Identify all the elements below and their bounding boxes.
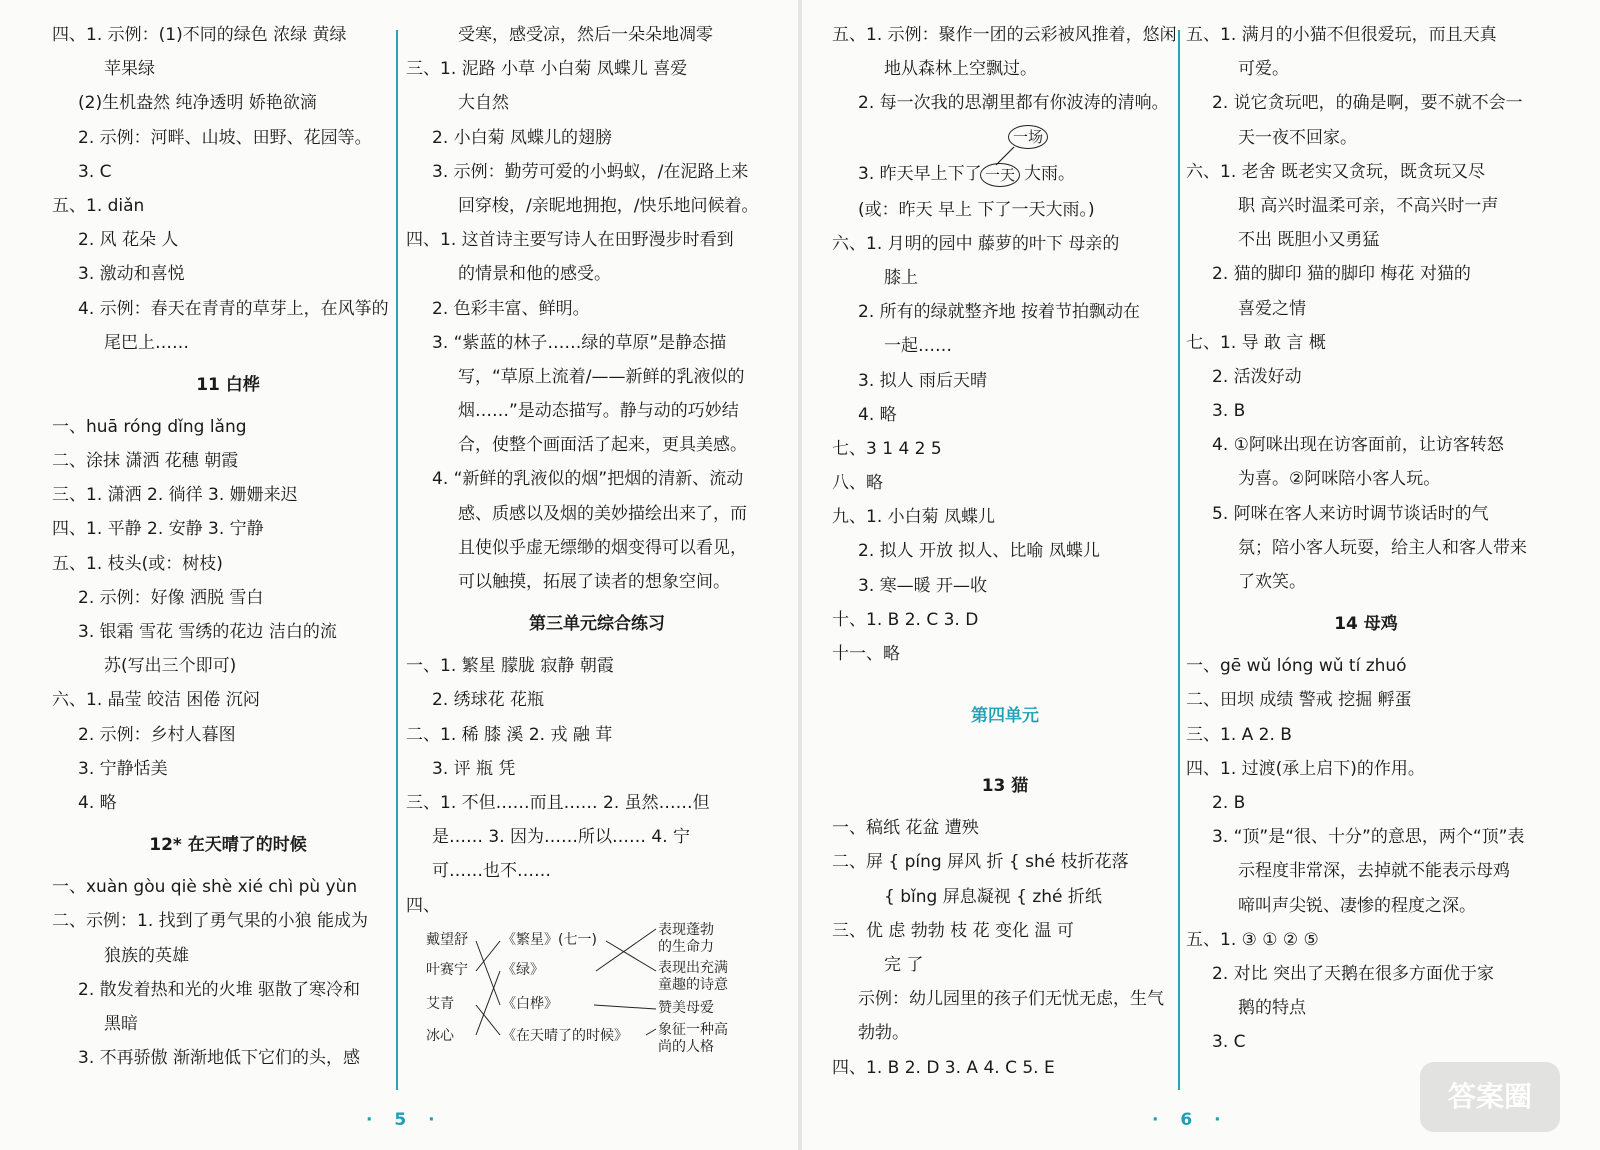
answer-line: 完 了 (884, 954, 924, 975)
answer-line: 2. 小白菊 凤蝶儿的翅膀 (432, 127, 613, 148)
answer-line: 感、质感以及烟的美妙描绘出来了，而 (458, 503, 747, 524)
answer-line: 职 高兴时温柔可亲，不高兴时一声 (1238, 195, 1499, 216)
answer-line: 二、涂抹 潇洒 花穗 朝霞 (52, 451, 239, 472)
matching-diagram (406, 923, 788, 1053)
answer-line: 大自然 (458, 93, 509, 114)
diagram-prefix: 3. 昨天早上下了 (858, 163, 982, 184)
answer-line: 可爱。 (1238, 59, 1289, 80)
answer-line: 五、1. diǎn (52, 195, 145, 216)
matching-theme: 的生命力 (658, 938, 714, 955)
answer-line: 氛；陪小客人玩耍，给主人和客人带来 (1238, 537, 1527, 558)
matching-work: 《繁星》(七一) (502, 931, 597, 948)
answer-line: 四、1. 平静 2. 安静 3. 宁静 (52, 519, 264, 540)
matching-lines (406, 923, 666, 1053)
matching-work: 《在天晴了的时候》 (502, 1027, 628, 1044)
answer-line: 三、1. 不但……而且…… 2. 虽然……但 (406, 792, 710, 813)
answer-line: 2. 示例：乡村人暮图 (78, 724, 236, 745)
answer-line: 六、1. 月明的园中 藤萝的叶下 母亲的 (832, 233, 1120, 254)
answer-line: 四、1. 示例：(1)不同的绿色 浓绿 黄绿 (52, 25, 347, 45)
answer-line: 十一、略 (832, 644, 900, 664)
answer-line: 是…… 3. 因为……所以…… 4. 宁 (432, 827, 691, 848)
answer-line: 五、1. 示例：聚作一团的云彩被风推着，悠闲 (832, 25, 1177, 45)
answer-line: 2. 说它贪玩吧，的确是啊，要不就不会一 (1212, 93, 1523, 114)
answer-line: 2. 色彩丰富、鲜明。 (432, 298, 590, 319)
answer-line: 鹅的特点 (1238, 998, 1306, 1019)
section-title: 第四单元 (971, 706, 1039, 727)
answer-line: 七、1. 导 敢 言 概 (1186, 332, 1326, 353)
left-column-1 (52, 18, 404, 1075)
matching-theme: 象征一种高 (658, 1021, 728, 1038)
answer-line: 4. ①阿咪出现在访客面前，让访客转怒 (1212, 435, 1504, 456)
answer-line: 且使似乎虚无缥缈的烟变得可以看见， (458, 537, 747, 558)
answer-line: 5. 阿咪在客人来访时调节谈话时的气 (1212, 503, 1489, 524)
answer-line: 三、1. A 2. B (1186, 724, 1292, 745)
answer-line: 4. “新鲜的乳液似的烟”把烟的清新、流动 (432, 469, 744, 490)
answer-line: 不出 既胆小又勇猛 (1238, 230, 1380, 251)
answer-line: 3. “顶”是“很、十分”的意思，两个“顶”表 (1212, 827, 1525, 848)
answer-line: 烟……”是动态描写。静与动的巧妙结 (458, 401, 739, 422)
answer-line: 二、田坝 成绩 警戒 挖掘 孵蛋 (1186, 690, 1412, 711)
answer-line: 四、 (406, 895, 440, 916)
answer-line: 一、gē wǔ lóng wǔ tí zhuó (1186, 656, 1407, 677)
answer-line: 四、1. B 2. D 3. A 4. C 5. E (832, 1057, 1055, 1078)
answer-line: 二、屏 { píng 屏风 折 { shé 枝折花落 (832, 852, 1129, 873)
answer-line: 示例：幼儿园里的孩子们无忧无虑，生气 (858, 989, 1164, 1010)
answer-line: 2. 每一次我的思潮里都有你波涛的清响。 (858, 93, 1169, 114)
answer-line: 4. 略 (78, 792, 117, 813)
circled-alt-word: 一场 (1008, 125, 1048, 149)
answer-line: 苏(写出三个即可) (104, 656, 237, 677)
answer-line: 示程度非常深，去掉就不能表示母鸡 (1238, 861, 1510, 882)
answer-line: 受寒，感受凉，然后一朵朵地凋零 (458, 25, 713, 45)
answer-line: 回穿梭，/亲昵地拥抱，/快乐地问候着。 (458, 195, 759, 216)
answer-line: 2. 示例：好像 洒脱 雪白 (78, 587, 264, 608)
answer-line: (2)生机盎然 纯净透明 娇艳欲滴 (78, 93, 317, 114)
answer-line: 二、1. 稀 膝 溪 2. 戎 融 茸 (406, 724, 613, 745)
answer-line: 2. 示例：河畔、山坡、田野、花园等。 (78, 127, 372, 148)
answer-line: 可……也不…… (432, 861, 551, 882)
answer-line: 苹果绿 (104, 59, 155, 80)
answer-line: 4. 示例：春天在青青的草芽上，在风筝的 (78, 298, 389, 319)
matching-theme: 赞美母爱 (658, 999, 714, 1016)
section-title: 11 白桦 (196, 374, 260, 395)
answer-line: 2. 拟人 开放 拟人、比喻 凤蝶儿 (858, 541, 1100, 562)
answer-line: 3. 示例：勤劳可爱的小蚂蚁，/在泥路上来 (432, 161, 749, 182)
answer-line: 勃勃。 (858, 1023, 909, 1044)
left-page (0, 0, 798, 1150)
right-page (802, 0, 1600, 1150)
answer-line: 九、1. 小白菊 凤蝶儿 (832, 507, 996, 528)
matching-author: 叶赛宁 (426, 961, 468, 978)
watermark-text: 答案圈 (1447, 1080, 1532, 1113)
answer-line: 2. 绣球花 花瓶 (432, 690, 545, 711)
answer-line: 黑暗 (104, 1013, 138, 1034)
diagram-suffix: 大雨。 (1024, 163, 1075, 184)
spacer (832, 741, 1178, 761)
answer-line: 2. B (1212, 792, 1246, 813)
answer-line: 地从森林上空飘过。 (884, 59, 1037, 80)
right-column-2 (1186, 18, 1546, 1059)
circle-diagram (832, 121, 1178, 193)
answer-line: 五、1. 满月的小猫不但很爱玩，而且天真 (1186, 25, 1497, 45)
answer-line: (或：昨天 早上 下了一天大雨。) (858, 199, 1095, 220)
answer-line: 3. C (78, 161, 112, 182)
answer-line: 3. 寒—暖 开—收 (858, 575, 988, 596)
answer-line: 3. C (1212, 1032, 1246, 1053)
answer-line: 一起…… (884, 336, 952, 357)
answer-line: 三、优 虑 勃勃 枝 花 变化 温 可 (832, 920, 1074, 941)
answer-line: 3. “紫蓝的林子……绿的草原”是静态描 (432, 332, 727, 353)
answer-line: 喜爱之情 (1238, 298, 1306, 319)
answer-line: 2. 风 花朵 人 (78, 230, 179, 251)
answer-line: 2. 所有的绿就整齐地 按着节拍飘动在 (858, 302, 1141, 323)
answer-line: 一、huā róng dǐng lǎng (52, 416, 247, 437)
answer-line: 一、1. 繁星 朦胧 寂静 朝霞 (406, 656, 614, 677)
answer-line: 啼叫声尖锐、凄惨的程度之深。 (1238, 895, 1476, 916)
answer-line: 3. 不再骄傲 渐渐地低下它们的头，感 (78, 1048, 361, 1069)
matching-theme: 表现蓬勃 (658, 921, 714, 938)
answer-line: 4. 略 (858, 404, 897, 425)
answer-line: { bǐng 屏息凝视 { zhé 折纸 (884, 886, 1102, 907)
watermark-logo (1420, 1062, 1560, 1132)
page-number-left: · 5 · (366, 1110, 443, 1130)
answer-line: 五、1. 枝头(或：树枝) (52, 553, 223, 574)
answer-line: 天一夜不回家。 (1238, 127, 1357, 148)
answer-line: 尾巴上…… (104, 332, 189, 353)
answer-line: 3. 银霜 雪花 雪绣的花边 洁白的流 (78, 622, 337, 642)
answer-line: 六、1. 晶莹 皎洁 困倦 沉闷 (52, 690, 260, 711)
answer-line: 合，使整个画面活了起来，更具美感。 (458, 435, 747, 456)
answer-line: 膝上 (884, 267, 918, 288)
answer-line: 为喜。②阿咪陪小客人玩。 (1238, 469, 1441, 490)
answer-line: 五、1. ③ ① ② ⑤ (1186, 929, 1319, 950)
matching-author: 冰心 (426, 1027, 454, 1044)
answer-line: 的情景和他的感受。 (458, 264, 611, 285)
answer-line: 3. 评 瓶 凭 (432, 758, 516, 779)
answer-line: 十、1. B 2. C 3. D (832, 609, 979, 630)
answer-line: 三、1. 泥路 小草 小白菊 凤蝶儿 喜爱 (406, 59, 688, 80)
answer-line: 写，“草原上流着/——新鲜的乳液似的 (458, 366, 745, 387)
answer-line: 六、1. 老舍 既老实又贪玩，既贪玩又尽 (1186, 161, 1486, 182)
answer-line: 三、1. 潇洒 2. 徜徉 3. 姗姗来迟 (52, 485, 298, 506)
answer-line: 一、稿纸 花盆 遭殃 (832, 818, 979, 839)
section-title: 第三单元综合练习 (529, 614, 665, 635)
answer-line: 可以触摸，拓展了读者的想象空间。 (458, 572, 730, 592)
matching-theme: 表现出充满 (658, 959, 728, 976)
answer-line: 3. B (1212, 401, 1246, 422)
matching-theme: 童趣的诗意 (658, 976, 728, 993)
left-column-2 (406, 18, 788, 1053)
column-divider-left (396, 30, 398, 1090)
column-divider-right (1178, 30, 1180, 1090)
answer-line: 3. 拟人 雨后天晴 (858, 370, 988, 391)
answer-line: 3. 激动和喜悦 (78, 264, 185, 285)
answer-line: 3. 宁静恬美 (78, 758, 168, 779)
matching-work: 《绿》 (502, 961, 544, 978)
matching-author: 艾青 (426, 995, 454, 1012)
answer-line: 2. 活泼好动 (1212, 366, 1302, 387)
answer-line: 二、示例：1. 找到了勇气果的小狼 能成为 (52, 911, 369, 932)
matching-author: 戴望舒 (426, 931, 468, 948)
answer-line: 2. 对比 突出了天鹅在很多方面优于家 (1212, 963, 1495, 984)
answer-line: 一、xuàn gòu qiè shè xié chì pù yùn (52, 877, 358, 898)
answer-line: 八、略 (832, 473, 883, 494)
answer-line: 2. 猫的脚印 猫的脚印 梅花 对猫的 (1212, 264, 1471, 285)
answer-line: 2. 散发着热和光的火堆 驱散了寒冷和 (78, 979, 361, 1000)
section-title: 14 母鸡 (1334, 614, 1398, 635)
right-column-1 (832, 18, 1178, 1085)
circled-word: 一天 (980, 163, 1020, 187)
answer-line: 七、3 1 4 2 5 (832, 438, 942, 459)
answer-line: 了欢笑。 (1238, 572, 1306, 592)
page-number-right: · 6 · (1152, 1110, 1229, 1130)
section-title: 12* 在天晴了的时候 (149, 835, 307, 856)
section-title: 13 猫 (981, 776, 1029, 797)
answer-line: 四、1. 过渡(承上启下)的作用。 (1186, 758, 1425, 779)
matching-work: 《白桦》 (502, 995, 558, 1012)
matching-theme: 尚的人格 (658, 1038, 714, 1055)
spacer (832, 671, 1178, 691)
diagram-arrow (992, 141, 1052, 171)
answer-line: 四、1. 这首诗主要写诗人在田野漫步时看到 (406, 230, 734, 251)
answer-line: 狼族的英雄 (104, 945, 189, 966)
